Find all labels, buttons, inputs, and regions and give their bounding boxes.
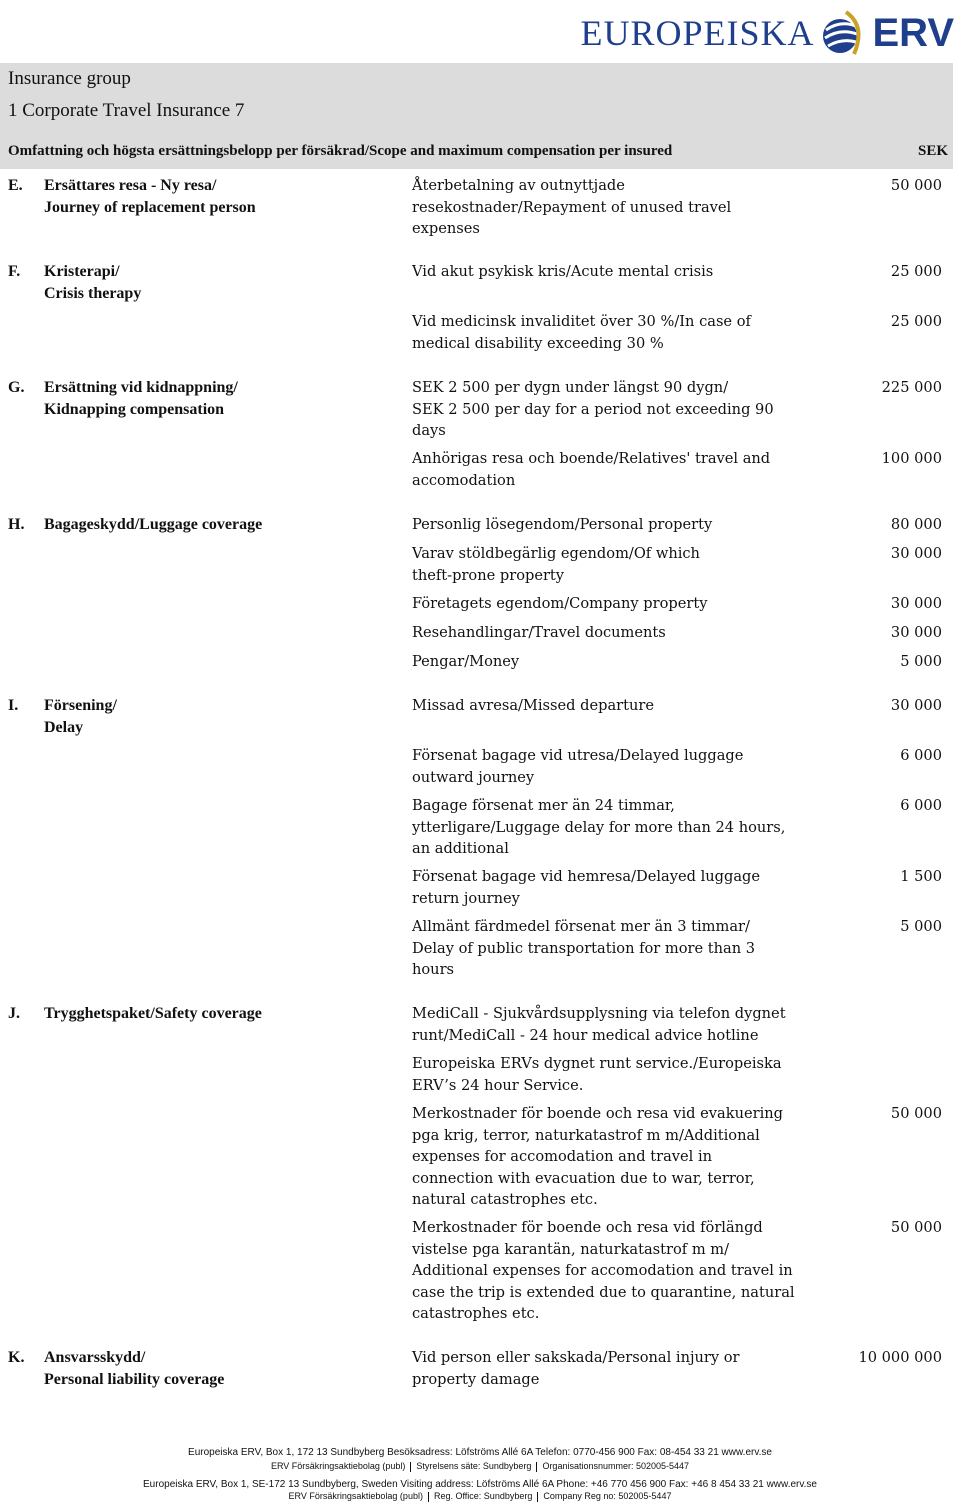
coverage-description: Personlig lösegendom/Personal property bbox=[412, 516, 713, 533]
section-title-line: Ansvarsskydd/ bbox=[44, 1349, 146, 1366]
section-letter: K. bbox=[8, 1349, 25, 1366]
coverage-amount: 6 000 bbox=[900, 747, 942, 764]
footer-divider bbox=[536, 1462, 537, 1472]
section-letter: F. bbox=[8, 263, 21, 280]
header-currency: SEK bbox=[917, 143, 948, 159]
footer-registered-office: Styrelsens säte: Sundbyberg bbox=[416, 1461, 532, 1471]
section-title-line: Kristerapi/ bbox=[44, 263, 120, 280]
coverage-amount: 225 000 bbox=[881, 379, 942, 396]
section-letter: I. bbox=[8, 697, 19, 714]
footer-address-en: Europeiska ERV, Box 1, SE-172 13 Sundbyberg, Sweden Visiting address: Löfströms Allé 6A Phone: +46 770 456 900 Fax: +46 8 454 33 21 www.erv.se bbox=[143, 1479, 817, 1490]
coverage-amount: 80 000 bbox=[890, 516, 942, 533]
coverage-description: Pengar/Money bbox=[412, 653, 520, 670]
header-insurance-group: Insurance group bbox=[8, 68, 131, 89]
footer-company-en bbox=[0, 1491, 960, 1502]
coverage-description: Missad avresa/Missed departure bbox=[412, 697, 655, 714]
section-title-line: Försening/ bbox=[44, 697, 117, 714]
coverage-description: Återbetalning av outnyttjade resekostnader/Repayment of unused travel expenses bbox=[412, 177, 732, 237]
coverage-description: SEK 2 500 per dygn under längst 90 dygn/ SEK 2 500 per day for a period not exceeding 90 days bbox=[412, 379, 774, 439]
section-letter: H. bbox=[8, 516, 25, 533]
coverage-description: Merkostnader för boende och resa vid evakuering pga krig, terror, naturkatastrof m m/Additional expenses for accomodation and travel in connection with evacuation due to war, terror, natural catastrophes etc. bbox=[412, 1105, 783, 1208]
coverage-amount: 6 000 bbox=[900, 797, 942, 814]
section-title: Trygghetspaket/Safety coverage bbox=[44, 1005, 262, 1022]
logo-swoosh-icon bbox=[820, 8, 866, 58]
section-title-line: Ersättning vid kidnappning/ bbox=[44, 379, 238, 396]
section-title bbox=[44, 377, 374, 420]
section-title-line: Kidnapping compensation bbox=[44, 400, 225, 418]
coverage-amount: 5 000 bbox=[900, 653, 942, 670]
footer-org-number: Company Reg no: 502005-5447 bbox=[543, 1491, 672, 1501]
footer-divider bbox=[537, 1492, 538, 1502]
coverage-amount: 25 000 bbox=[890, 313, 942, 330]
coverage-description: Europeiska ERVs dygnet runt service./Europeiska ERV’s 24 hour Service. bbox=[412, 1055, 782, 1094]
logo-erv: ERV bbox=[872, 10, 954, 55]
coverage-description: Vid person eller sakskada/Personal injury or property damage bbox=[412, 1349, 740, 1388]
section-letter: E. bbox=[8, 177, 23, 194]
footer-org-number: Organisationsnummer: 502005-5447 bbox=[542, 1461, 690, 1471]
section-title bbox=[44, 261, 374, 304]
company-logo bbox=[580, 2, 954, 64]
coverage-description: Bagage försenat mer än 24 timmar, ytterligare/Luggage delay for more than 24 hours, an additional bbox=[412, 797, 786, 857]
section-title-line: Journey of replacement person bbox=[44, 198, 256, 216]
coverage-description: Försenat bagage vid utresa/Delayed luggage outward journey bbox=[412, 747, 744, 786]
coverage-amount: 10 000 000 bbox=[858, 1349, 942, 1366]
coverage-amount: 25 000 bbox=[890, 263, 942, 280]
coverage-description: MediCall - Sjukvårdsupplysning via telefon dygnet runt/MediCall - 24 hour medical advice hotline bbox=[412, 1005, 786, 1044]
coverage-description: Allmänt färdmedel försenat mer än 3 timmar/ Delay of public transportation for more than 3 hours bbox=[412, 918, 756, 978]
coverage-description: Merkostnader för boende och resa vid förlängd vistelse pga karantän, naturkatastrof m m/ Additional expenses for accomodation and travel in case the trip is extended due to quarantine, natural catastrophes etc. bbox=[412, 1219, 795, 1322]
coverage-description: Resehandlingar/Travel documents bbox=[412, 624, 666, 641]
footer-company-name: ERV Försäkringsaktiebolag (publ) bbox=[288, 1491, 423, 1501]
coverage-amount: 30 000 bbox=[890, 697, 942, 714]
section-title-line: Personal liability coverage bbox=[44, 1370, 225, 1388]
coverage-amount: 50 000 bbox=[890, 1219, 942, 1236]
section-title: Bagageskydd/Luggage coverage bbox=[44, 516, 263, 533]
coverage-amount: 30 000 bbox=[890, 595, 942, 612]
coverage-amount: 100 000 bbox=[881, 450, 942, 467]
coverage-description: Företagets egendom/Company property bbox=[412, 595, 708, 612]
footer-divider bbox=[410, 1462, 411, 1472]
section-title-line: Crisis therapy bbox=[44, 284, 142, 302]
section-title bbox=[44, 1347, 374, 1390]
section-title-line: Delay bbox=[44, 718, 84, 736]
coverage-amount: 50 000 bbox=[890, 177, 942, 194]
section-letter: J. bbox=[8, 1005, 20, 1022]
coverage-amount: 50 000 bbox=[890, 1105, 942, 1122]
section-title bbox=[44, 695, 374, 738]
coverage-description: Vid akut psykisk kris/Acute mental crisis bbox=[412, 263, 714, 280]
coverage-description: Anhörigas resa och boende/Relatives' travel and accomodation bbox=[412, 450, 771, 489]
coverage-description: Vid medicinsk invaliditet över 30 %/In case of medical disability exceeding 30 % bbox=[412, 313, 751, 352]
logo-wordmark: EUROPEISKA bbox=[580, 13, 815, 53]
section-letter: G. bbox=[8, 379, 25, 396]
coverage-amount: 1 500 bbox=[900, 868, 942, 885]
section-title bbox=[44, 175, 374, 218]
header-scope: Omfattning och högsta ersättningsbelopp per försäkrad/Scope and maximum compensation per insured bbox=[8, 143, 673, 159]
coverage-description: Varav stöldbegärlig egendom/Of which theft-prone property bbox=[412, 545, 700, 584]
footer-company-sv bbox=[0, 1461, 960, 1472]
footer-company-name: ERV Försäkringsaktiebolag (publ) bbox=[270, 1461, 406, 1471]
coverage-amount: 5 000 bbox=[900, 918, 942, 935]
coverage-amount: 30 000 bbox=[890, 624, 942, 641]
footer-address-sv: Europeiska ERV, Box 1, 172 13 Sundbyberg Besöksadress: Löfströms Allé 6A Telefon: 0770-456 900 Fax: 08-454 33 21 www.erv.se bbox=[188, 1447, 772, 1458]
coverage-amount: 30 000 bbox=[890, 545, 942, 562]
coverage-description: Försenat bagage vid hemresa/Delayed luggage return journey bbox=[412, 868, 761, 907]
section-title-line: Ersättares resa - Ny resa/ bbox=[44, 177, 217, 194]
header-product: 1 Corporate Travel Insurance 7 bbox=[8, 100, 245, 121]
footer-divider bbox=[428, 1492, 429, 1502]
footer-registered-office: Reg. Office: Sundbyberg bbox=[433, 1491, 533, 1501]
